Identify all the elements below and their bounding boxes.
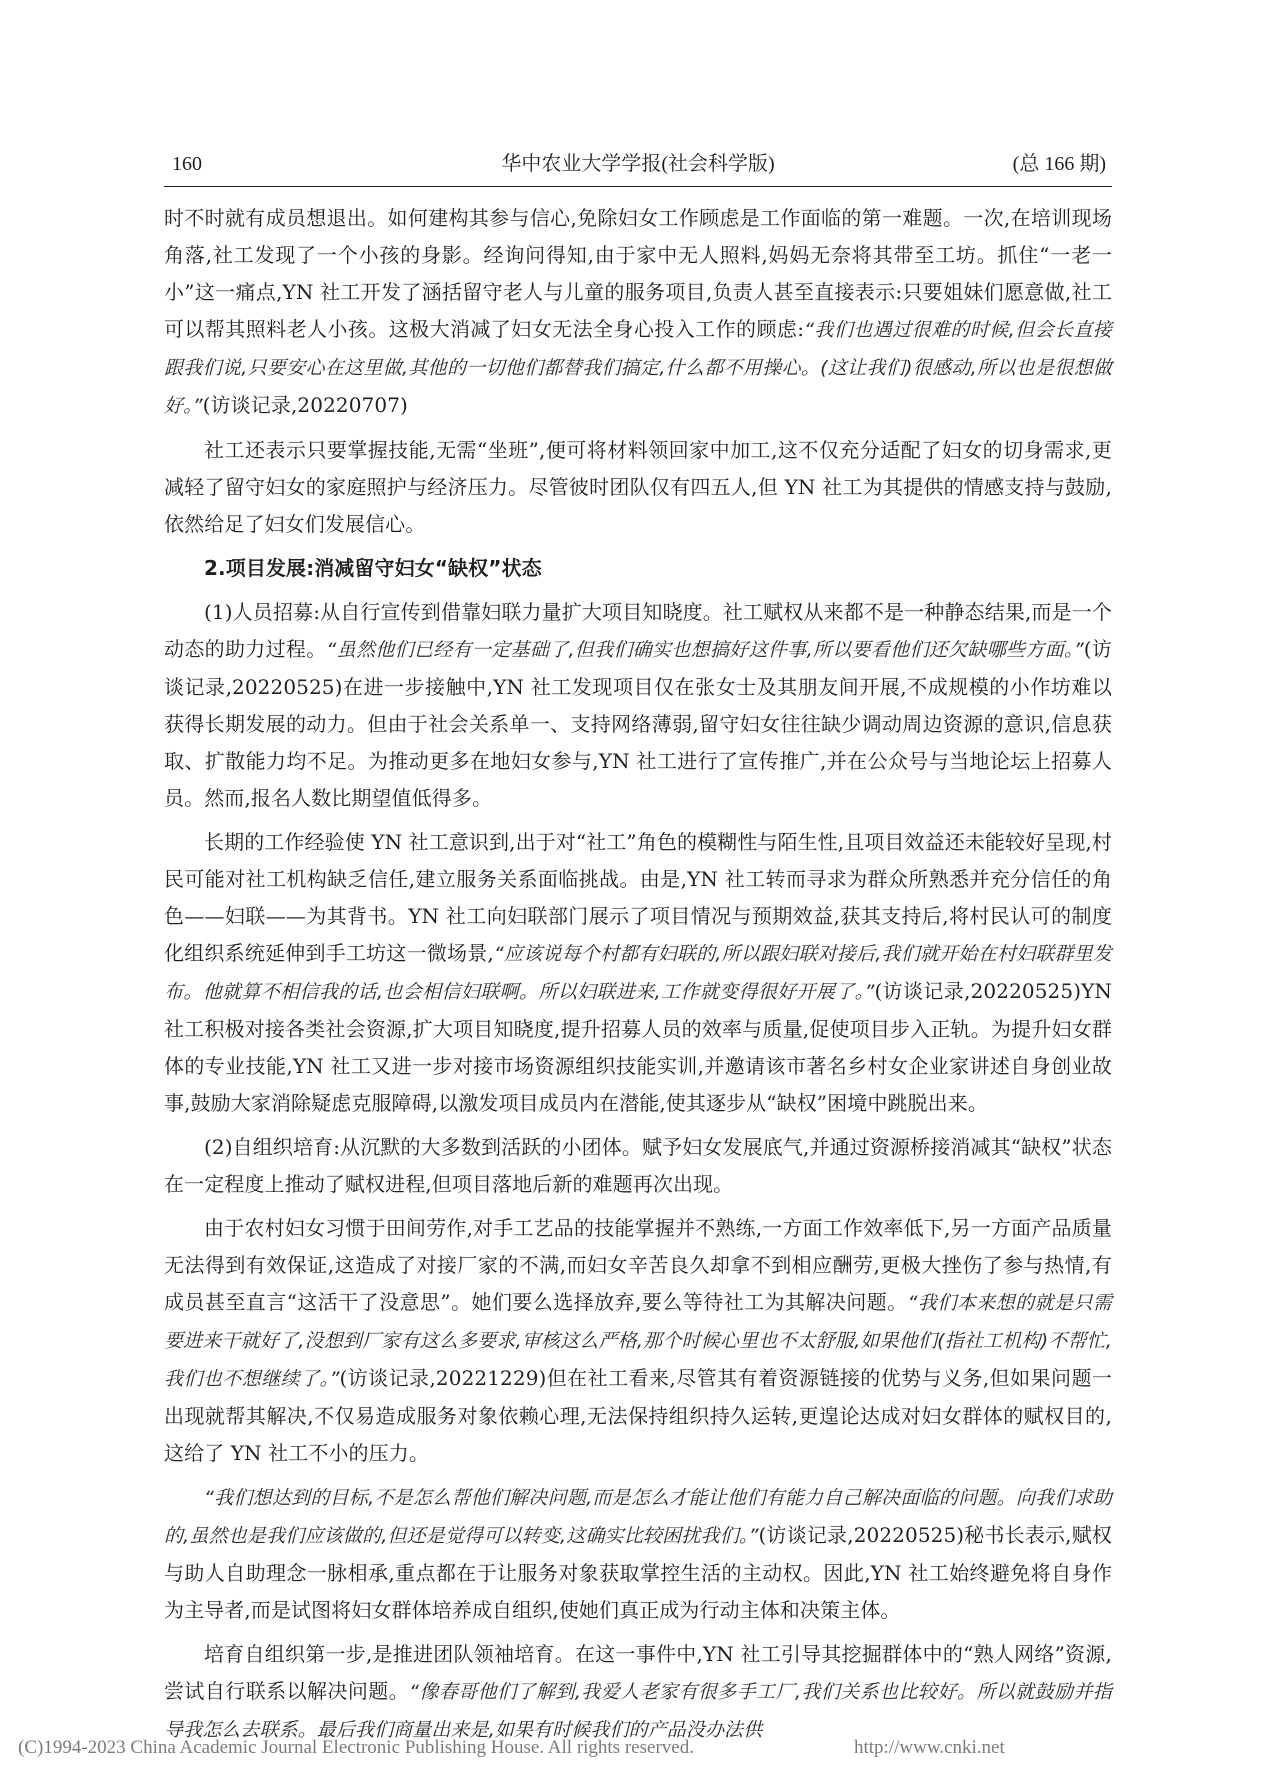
paragraph-8 bbox=[164, 1636, 1112, 1749]
page-number: 160 bbox=[172, 153, 202, 175]
section-heading: 2.项目发展:消减留守妇女“缺权”状态 bbox=[204, 556, 542, 580]
issue-number: (总 166 期) bbox=[1012, 153, 1106, 175]
cnki-link[interactable]: http://www.cnki.net bbox=[854, 1737, 1005, 1758]
interview-quote: “我们本来想的就是只需要进来干就好了,没想到厂家有这么多要求,审核这么严格,那个时候心里也不太舒服,如果他们(指社工机构)不帮忙,我们也不想继续了。” bbox=[164, 1292, 1112, 1390]
paragraph-3 bbox=[164, 594, 1112, 817]
paragraph-text: (访谈记录,20221229)但在社工看来,尽管其有着资源链接的优势与义务,但如果问题一出现就帮其解决,不仅易造成服务对象依赖心理,无法保持组织持久运转,更遑论达成对妇女群体的赋权目的,这给了 YN 社工不小的压力。 bbox=[164, 1366, 1112, 1465]
interview-quote: “我们想达到的目标,不是怎么帮他们解决问题,而是怎么才能让他们有能力自己解决面临的问题。向我们求助的,虽然也是我们应该做的,但还是觉得可以转变,这确实比较困扰我们。” bbox=[164, 1487, 1112, 1547]
paragraph-7 bbox=[164, 1479, 1112, 1629]
paragraph-text: (访谈记录,20220525)秘书长表示,赋权与助人自助理念一脉相承,重点都在于让服务对象获取掌控生活的主动权。因此,YN 社工始终避免将自身作为主导者,而是试图将妇女群体培养成自组织,使她们真正成为行动主体和决策主体。 bbox=[164, 1523, 1112, 1622]
paragraph-text: 由于农村妇女习惯于田间劳作,对手工艺品的技能掌握并不熟练,一方面工作效率低下,另一方面产品质量无法得到有效保证,这造成了对接厂家的不满,而妇女辛苦良久却拿不到相应酬劳,更极大挫伤了参与热情,有成员甚至直言“这活干了没意思”。她们要么选择放弃,要么等待社工为其解决问题。 bbox=[164, 1216, 1112, 1314]
interview-quote: “我们也遇过很难的时候,但会长直接跟我们说,只要安心在这里做,其他的一切他们都替我们搞定,什么都不用操心。(这让我们)很感动,所以也是很想做好。” bbox=[164, 319, 1112, 417]
paragraph-text: 时不时就有成员想退出。如何建构其参与信心,免除妇女工作顾虑是工作面临的第一难题。一次,在培训现场角落,社工发现了一个小孩的身影。经询问得知,由于家中无人照料,妈妈无奈将其带至工坊。抓住“一老一小”这一痛点,YN 社工开发了涵括留守老人与儿童的服务项目,负责人甚至直接表示:只要姐妹们愿意做,社工可以帮其照料老人小孩。这极大消减了妇女无法全身心投入工作的顾虑: bbox=[164, 206, 1112, 341]
interview-quote: “应该说每个村都有妇联的,所以跟妇联对接后,我们就开始在村妇联群里发布。他就算不相信我的话,也会相信妇联啊。所以妇联进来,工作就变得很好开展了。” bbox=[164, 943, 1112, 1003]
paragraph-text: 培育自组织第一步,是推进团队领袖培育。在这一事件中,YN 社工引导其挖掘群体中的“熟人网络”资源,尝试自行联系以解决问题。 bbox=[164, 1642, 1112, 1703]
journal-title: 华中农业大学学报(社会科学版) bbox=[501, 153, 775, 175]
paragraph-6 bbox=[164, 1210, 1112, 1472]
citation: (访谈记录,20220707) bbox=[202, 393, 408, 417]
interview-quote: “虽然他们已经有一定基础了,但我们确实也想搞好这件事,所以要看他们还欠缺哪些方面。” bbox=[326, 639, 1084, 661]
interview-quote: “像春哥他们了解到,我爱人老家有很多手工厂,我们关系也比较好。所以就鼓励并指导我怎么去联系。最后我们商量出来是,如果有时候我们的产品没办法供 bbox=[164, 1681, 1112, 1741]
paragraph-text: (访谈记录,20220525)在进一步接触中,YN 社工发现项目仅在张女士及其朋友间开展,不成规模的小作坊难以获得长期发展的动力。但由于社会关系单一、支持网络薄弱,留守妇女往往缺少调动周边资源的意识,信息获取、扩散能力均不足。为推动更多在地妇女参与,YN 社工进行了宣传推广,并在公众号与当地论坛上招募人员。然而,报名人数比期望值低得多。 bbox=[164, 637, 1112, 810]
article-body bbox=[164, 200, 1112, 1756]
paragraph-2: 社工还表示只要掌握技能,无需“坐班”,便可将材料领回家中加工,这不仅充分适配了妇女的切身需求,更减轻了留守妇女的家庭照护与经济压力。尽管彼时团队仅有四五人,但 YN 社工为其提供的情感支持与鼓励,依然给足了妇女们发展信心。 bbox=[164, 438, 1112, 536]
running-header bbox=[164, 146, 1112, 182]
paragraph-1 bbox=[164, 200, 1112, 425]
paragraph-text: (访谈记录,20220525)YN 社工积极对接各类社会资源,扩大项目知晓度,提升招募人员的效率与质量,促使项目步入正轨。为提升妇女群体的专业技能,YN 社工又进一步对接市场资源组织技能实训,并邀请该市著名乡村女企业家讲述自身创业故事,鼓励大家消除疑虑克服障碍,以激发项目成员内在潜能,使其逐步从“缺权”困境中跳脱出来。 bbox=[164, 979, 1112, 1115]
header-rule bbox=[164, 186, 1112, 187]
copyright-notice: (C)1994-2023 China Academic Journal Electronic Publishing House. All rights reserved. bbox=[18, 1737, 694, 1758]
paragraph-text: 长期的工作经验使 YN 社工意识到,出于对“社工”角色的模糊性与陌生性,且项目效益还未能较好呈现,村民可能对社工机构缺乏信任,建立服务关系面临挑战。由是,YN 社工转而寻求为群众所熟悉并充分信任的角色——妇联——为其背书。YN 社工向妇联部门展示了项目情况与预期效益,获其支持后,将村民认可的制度化组织系统延伸到手工坊这一微场景, bbox=[164, 830, 1112, 965]
paragraph-5: (2)自组织培育:从沉默的大多数到活跃的小团体。赋予妇女发展底气,并通过资源桥接消减其“缺权”状态在一定程度上推动了赋权进程,但项目落地后新的难题再次出现。 bbox=[164, 1135, 1112, 1196]
paragraph-4 bbox=[164, 824, 1112, 1122]
paragraph-text: (1)人员招募:从自行宣传到借靠妇联力量扩大项目知晓度。社工赋权从来都不是一种静态结果,而是一个动态的助力过程。 bbox=[164, 600, 1112, 661]
